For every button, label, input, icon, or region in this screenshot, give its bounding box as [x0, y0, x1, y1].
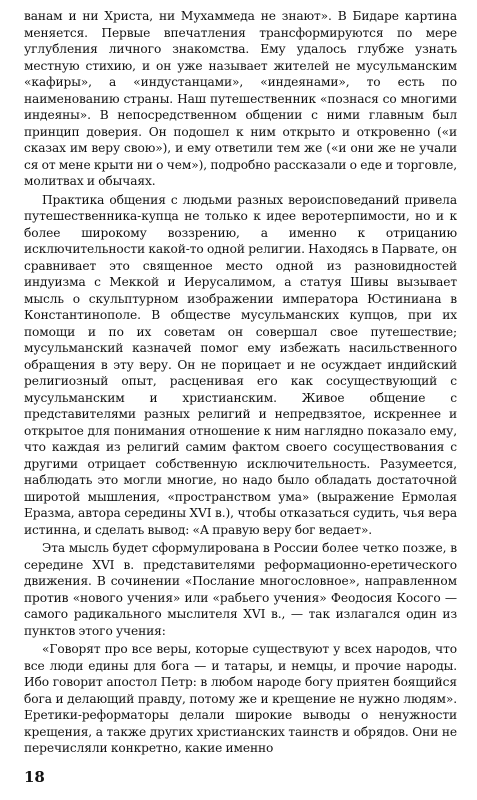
paragraph-2: Практика общения с людьми разных вероисповеданий привела путешественника-купца не только к идее веротерпимости, но и к более широкому воззрению, а именно к отрицанию исключительности какой-то одной религии. Находясь в Парвате, он сравнивает это священное место одной из разновидностей индуизма с Меккой и Иерусалимом, а статуя Шивы вызывает мысль о скульптурном изображении императора Юстиниана в Константинополе. В обществе мусульманских купцов, при их помощи и по их советам он совершал свое путешествие; мусульманский казначей помог ему избежать насильственного обращения в эту веру. Он не порицает и не осуждает индийский религиозный опыт, расценивая его как сосуществующий с мусульманским и христианским. Живое общение с представителями разных религий и непредвзятое, искреннее и открытое для понимания отношение к ним наглядно показало ему, что каждая из религий самим фактом своего сосуществования с другими отрицает собственную исключительность. Разумеется, наблюдать это могли многие, но надо было обладать достаточной широтой мышления, «пространством ума» (выражение Ермолая Еразма, автора середины XVI в.), чтобы отказаться судить, чья вера истинна, и сделать вывод: «А правую веру бог ведает». — [24, 192, 457, 537]
paragraph-4: «Говорят про все веры, которые существуют у всех народов, что все люди едины для бога — и татары, и немцы, и прочие народы. Ибо говорит апостол Петр: в любом народе богу приятен боящийся бога и делающий правду, потому же и крещение не нужно людям». Еретики-реформаторы делали широкие выводы о ненужности крещения, а также других христианских таинств и обрядов. Они не перечисляли конкретно, какие именно — [24, 642, 457, 755]
paragraph-3: Эта мысль будет сформулирована в России более четко позже, в середине XVI в. представителями реформационно-еретического движения. В сочинении «Послание многословное», направленном против «нового учения» или «рабьего учения» Феодосия Косого — самого радикального мыслителя XVI в., — так излагался один из пунктов этого учения: — [24, 541, 457, 638]
paragraph-1: ванам и ни Христа, ни Мухаммеда не знают». В Бидаре картина меняется. Первые впечатления трансформируются по мере углубления личного знакомства. Ему удалось глубже узнать местную стихию, и он уже называет жителей не мусульманским «кафиры», а «индустанцами», «индеянами», то есть по наименованию страны. Наш путешественник «познася со многими индеяны». В непосредственном общении с ними главным был принцип доверия. Он подошел к ним открыто и откровенно («и сказах им веру свою»), и ему ответили тем же («и они же не учали ся от мене крыти ни о чем»), подробно рассказали о еде и торговле, молитвах и обычаях. — [24, 9, 457, 188]
page-number: 18 — [24, 768, 45, 786]
